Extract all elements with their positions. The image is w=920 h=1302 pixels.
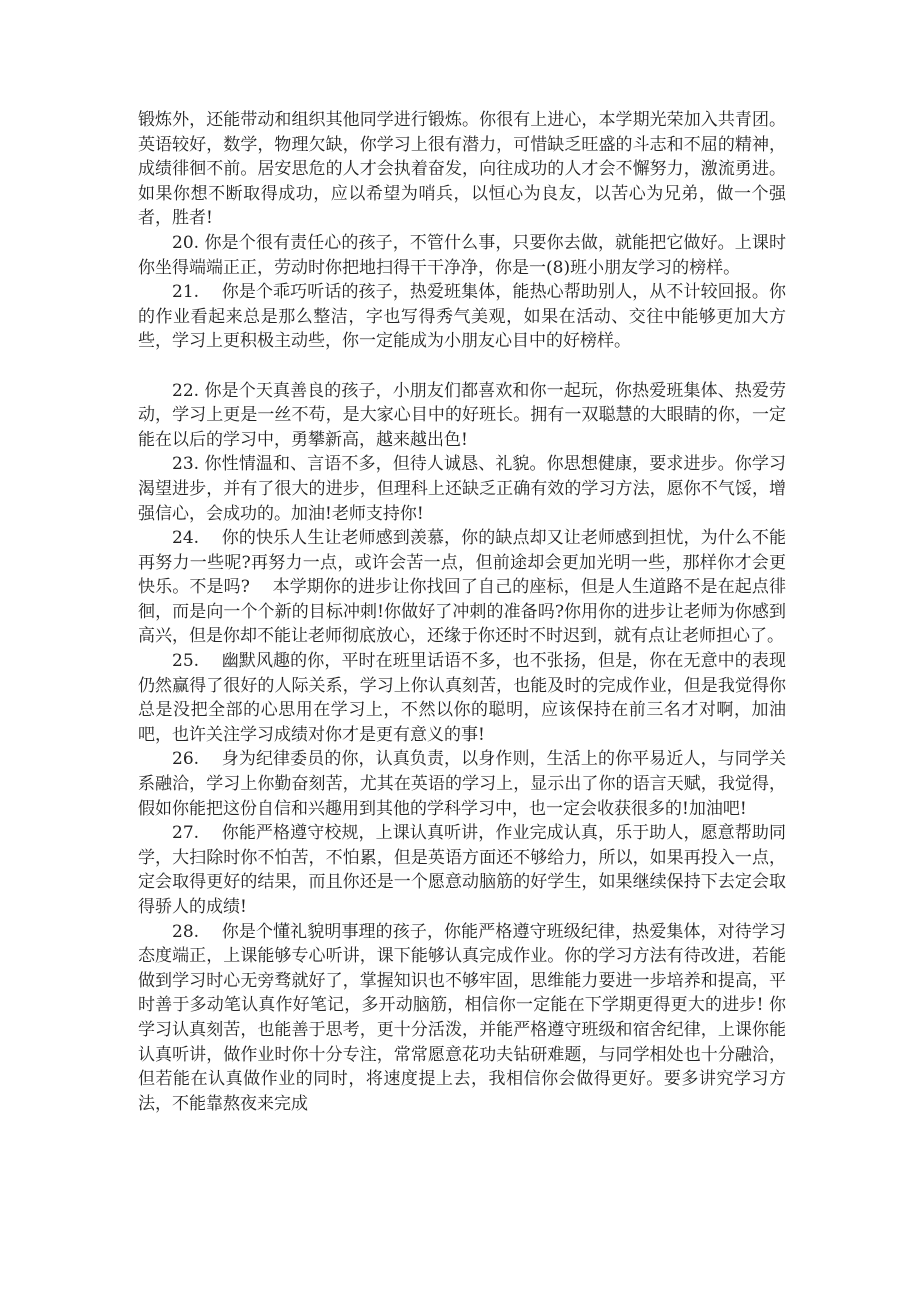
document-body [138,108,786,1116]
paragraph-23: 23. 你性情温和、言语不多，但待人诚恳、礼貌。你思想健康，要求进步。你学习渴望进步，并有了很大的进步，但理科上还缺乏正确有效的学习方法，愿你不气馁，增强信心，会成功的。加油!老师支持你! [138,454,786,524]
paragraph-24: 24. 你的快乐人生让老师感到羡慕，你的缺点却又让老师感到担忧，为什么不能再努力一些呢?再努力一点，或许会苦一点，但前途却会更加光明一些，那样你才会更快乐。不是吗? 本学期你的进步让你找回了自己的座标，但是人生道路不是在起点徘徊，而是向一个个新的目标冲刺!你做好了冲刺的准备吗?你用你的进步让老师为你感到高兴，但是你却不能让老师彻底放心，还缘于你还时不时迟到，就有点让老师担心了。 [138,528,786,647]
paragraph-21: 21. 你是个乖巧听话的孩子，热爱班集体，能热心帮助别人，从不计较回报。你的作业看起来总是那么整洁，字也写得秀气美观，如果在活动、交往中能够更加大方些，学习上更积极主动些，你一定能成为小朋友心目中的好榜样。 [138,282,786,352]
paragraph-27: 27. 你能严格遵守校规，上课认真听讲，作业完成认真，乐于助人，愿意帮助同学，大扫除时你不怕苦，不怕累，但是英语方面还不够给力，所以，如果再投入一点，定会取得更好的结果，而且你还是一个愿意动脑筋的好学生，如果继续保持下去定会取得骄人的成绩! [138,823,786,917]
paragraph-continuation: 锻炼外，还能带动和组织其他同学进行锻炼。你很有上进心，本学期光荣加入共青团。英语较好，数学，物理欠缺，你学习上很有潜力，可惜缺乏旺盛的斗志和不屈的精神，成绩徘徊不前。居安思危的人才会执着奋发，向往成功的人才会不懈努力，激流勇进。如果你想不断取得成功，应以希望为哨兵，以恒心为良友，以苦心为兄弟，做一个强者，胜者! [138,110,786,229]
paragraph-22: 22. 你是个天真善良的孩子，小朋友们都喜欢和你一起玩，你热爱班集体、热爱劳动，学习上更是一丝不苟，是大家心目中的好班长。拥有一双聪慧的大眼睛的你，一定能在以后的学习中，勇攀新高，越来越出色! [138,380,786,450]
paragraph-20: 20. 你是个很有责任心的孩子，不管什么事，只要你去做，就能把它做好。上课时你坐得端端正正，劳动时你把地扫得干干净净，你是一(8)班小朋友学习的榜样。 [138,232,786,278]
paragraph-25: 25. 幽默风趣的你，平时在班里话语不多，也不张扬，但是，你在无意中的表现仍然赢得了很好的人际关系，学习上你认真刻苦，也能及时的完成作业，但是我觉得你总是没把全部的心思用在学习上，不然以你的聪明，应该保持在前三名才对啊，加油吧，也许关注学习成绩对你才是更有意义的事! [138,651,786,745]
paragraph-26: 26. 身为纪律委员的你，认真负责，以身作则，生活上的你平易近人，与同学关系融洽，学习上你勤奋刻苦，尤其在英语的学习上，显示出了你的语言天赋，我觉得，假如你能把这份自信和兴趣用到其他的学科学习中，也一定会收获很多的!加油吧! [138,749,786,819]
paragraph-28: 28. 你是个懂礼貌明事理的孩子，你能严格遵守班级纪律，热爱集体，对待学习态度端正，上课能够专心听讲，课下能够认真完成作业。你的学习方法有待改进，若能做到学习时心无旁骛就好了，掌握知识也不够牢固，思维能力要进一步培养和提高，平时善于多动笔认真作好笔记，多开动脑筋，相信你一定能在下学期更得更大的进步! 你学习认真刻苦，也能善于思考，更十分活泼，并能严格遵守班级和宿舍纪律，上课你能认真听讲，做作业时你十分专注，常常愿意花功夫钻研难题，与同学相处也十分融洽，但若能在认真做作业的同时，将速度提上去，我相信你会做得更好。要多讲究学习方法，不能靠熬夜来完成 [138,921,786,1114]
